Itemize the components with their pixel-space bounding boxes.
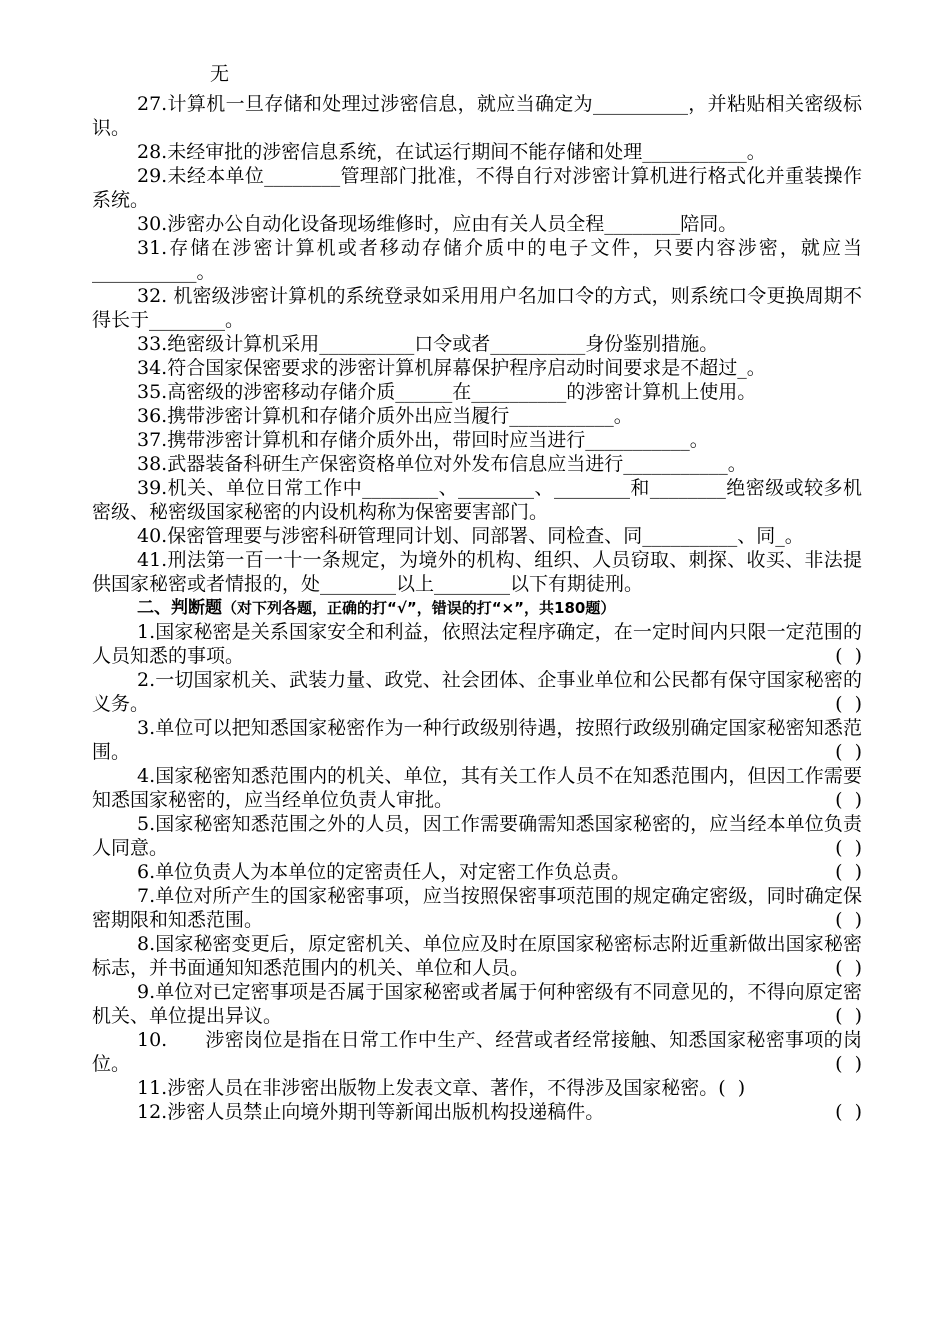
fill-item-35: 35.高密级的涉密移动存储介质______在__________的涉密计算机上使用。 xyxy=(137,381,757,403)
header-note: 无 xyxy=(210,63,230,85)
fill-item-34: 34.符合国家保密要求的涉密计算机屏幕保护程序启动时间要求是不超过_。 xyxy=(137,357,766,379)
fill-item-39: 39.机关、单位日常工作中________、________、________和________绝密级或较多机密级、秘密级国家秘密的内设机构称为保密要害部门。 xyxy=(92,477,862,523)
fill-item-29: 29.未经本单位________管理部门批准，不得自行对涉密计算机进行格式化并重装操作系统。 xyxy=(92,165,862,211)
judge-item-3: 3.单位可以把知悉国家秘密作为一种行政级别待遇，按照行政级别确定国家秘密知悉范围。 ( ) xyxy=(92,717,862,763)
section-title: 二、判断题 xyxy=(137,598,222,618)
answer-bracket[interactable]: ( ) xyxy=(835,1101,862,1123)
fill-item-33: 33.绝密级计算机采用__________口令或者__________身份鉴别措施。 xyxy=(137,333,719,355)
fill-item-32: 32. 机密级涉密计算机的系统登录如采用用户名加口令的方式，则系统口令更换周期不得长于________。 xyxy=(92,285,862,331)
judge-item-8: 8.国家秘密变更后，原定密机关、单位应及时在原国家秘密标志附近重新做出国家秘密标志，并书面通知知悉范围内的机关、单位和人员。 ( ) xyxy=(92,933,862,979)
judge-item-5: 5.国家秘密知悉范围之外的人员，因工作需要确需知悉国家秘密的，应当经本单位负责人同意。 ( ) xyxy=(92,813,862,859)
section-instruction: （对下列各题，正确的打“√”，错误的打“×”，共180题） xyxy=(222,599,616,617)
judge-item-9: 9.单位对已定密事项是否属于国家秘密或者属于何种密级有不同意见的，不得向原定密机关、单位提出异议。 ( ) xyxy=(92,981,862,1027)
fill-item-37: 37.携带涉密计算机和存储介质外出，带回时应当进行___________。 xyxy=(137,429,709,451)
fill-item-40: 40.保密管理要与涉密科研管理同计划、同部署、同检查、同__________、同_。 xyxy=(137,525,804,547)
section-heading xyxy=(92,596,862,620)
judge-item-7: 7.单位对所产生的国家秘密事项，应当按照保密事项范围的规定确定密级，同时确定保密期限和知悉范围。 ( ) xyxy=(92,885,862,931)
judge-item-2: 2.一切国家机关、武装力量、政党、社会团体、企事业单位和公民都有保守国家秘密的义务。 ( ) xyxy=(92,669,862,715)
answer-bracket[interactable]: ( ) xyxy=(835,693,862,715)
judge-item-12: 12.涉密人员禁止向境外期刊等新闻出版机构投递稿件。 ( ) xyxy=(137,1101,862,1123)
judge-item-10: 10. 涉密岗位是指在日常工作中生产、经营或者经常接触、知悉国家秘密事项的岗位。 ( ) xyxy=(92,1029,862,1075)
answer-bracket[interactable]: ( ) xyxy=(835,1053,862,1075)
answer-bracket[interactable]: ( ) xyxy=(835,645,862,667)
fill-item-30: 30.涉密办公自动化设备现场维修时，应由有关人员全程________陪同。 xyxy=(137,213,738,235)
judge-item-4: 4.国家秘密知悉范围内的机关、单位，其有关工作人员不在知悉范围内，但因工作需要知悉国家秘密的，应当经单位负责人审批。 ( ) xyxy=(92,765,862,811)
answer-bracket[interactable]: ( ) xyxy=(835,957,862,979)
answer-bracket[interactable]: ( ) xyxy=(835,861,862,883)
judge-item-1: 1.国家秘密是关系国家安全和利益，依照法定程序确定，在一定时间内只限一定范围的人员知悉的事项。 ( ) xyxy=(92,621,862,667)
fill-item-27: 27.计算机一旦存储和处理过涉密信息，就应当确定为__________，并粘贴相关密级标识。 xyxy=(92,93,862,139)
fill-item-41: 41.刑法第一百一十一条规定，为境外的机构、组织、人员窃取、刺探、收买、非法提供国家秘密或者情报的，处________以上________以下有期徒刑。 xyxy=(92,549,862,595)
judge-item-11: 11.涉密人员在非涉密出版物上发表文章、著作，不得涉及国家秘密。( ) xyxy=(137,1077,746,1099)
answer-bracket[interactable]: ( ) xyxy=(718,1077,746,1099)
fill-item-28: 28.未经审批的涉密信息系统，在试运行期间不能存储和处理___________。 xyxy=(137,141,766,163)
answer-bracket[interactable]: ( ) xyxy=(835,909,862,931)
fill-item-31: 31.存储在涉密计算机或者移动存储介质中的电子文件，只要内容涉密，就应当___________。 xyxy=(92,237,862,283)
document-page xyxy=(92,62,862,1124)
answer-bracket[interactable]: ( ) xyxy=(835,741,862,763)
answer-bracket[interactable]: ( ) xyxy=(835,789,862,811)
fill-item-36: 36.携带涉密计算机和存储介质外出应当履行___________。 xyxy=(137,405,633,427)
answer-bracket[interactable]: ( ) xyxy=(835,1005,862,1027)
judge-item-6: 6.单位负责人为本单位的定密责任人，对定密工作负总责。 ( ) xyxy=(137,861,862,883)
fill-item-38: 38.武器装备科研生产保密资格单位对外发布信息应当进行___________。 xyxy=(137,453,747,475)
answer-bracket[interactable]: ( ) xyxy=(835,837,862,859)
